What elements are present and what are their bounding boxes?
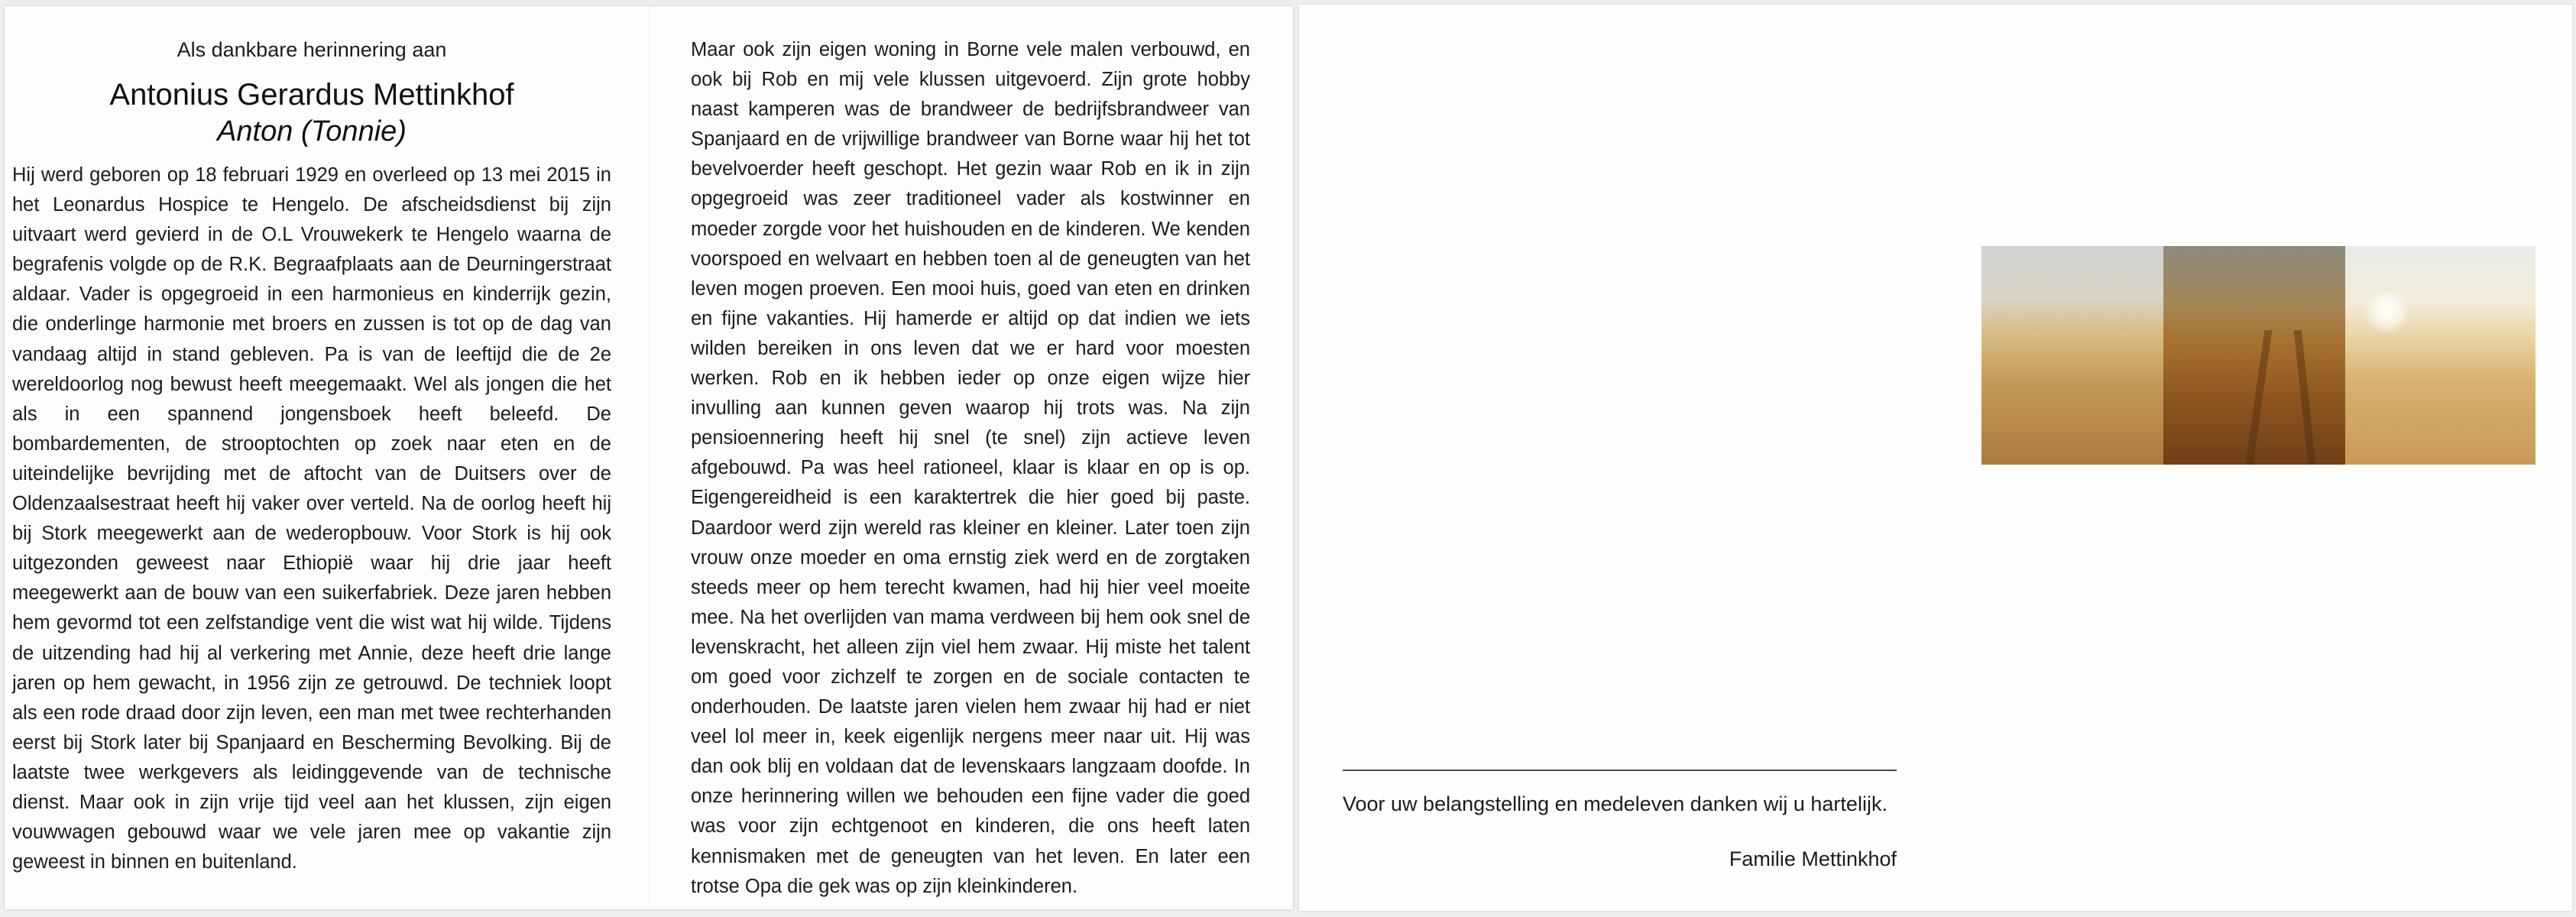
family-signature: Familie Mettinkhof [1729, 847, 1897, 870]
photo-panel-left [1981, 246, 2163, 465]
field-track [2246, 330, 2273, 465]
biography-part-1: Hij werd geboren op 18 februari 1929 en overleed op 13 mei 2015 in het Leonardus Hospice te Hengelo. De afscheidsdienst bij zijn uitvaart werd gevierd in de O.L Vrouwekerk te Hengelo waarna de begrafenis volgde op de R.K. Begraafplaats aan de Deurningerstraat aldaar. Vader is opgegroeid in een harmonieus en kinderrijk gezin, die onderlinge harmonie met broers en zussen is tot op de dag van vandaag altijd in stand gebleven. Pa is van de leeftijd die de 2e wereldoorlog nog bewust heeft meegemaakt. Wel als jongen die het als in een spannend jongensboek heeft beleefd. De bombardementen, de strooptochten op zoek naar eten en de uiteindelijke bevrijding met de aftocht van de Duitsers over de Oldenzaalsestraat heeft hij vaker over verteld. Na de oorlog heeft hij bij Stork meegewerkt aan de wederopbouw. Voor Stork is hij ook uitgezonden geweest naar Ethiopië waar hij drie jaar heeft meegewerkt aan de bouw van een suikerfabriek. Deze jaren hebben hem gevormd tot een zelfstandige vent die wist wat hij wilde. Tijdens de uitzending had hij al verkering met Annie, deze heeft drie lange jaren op hem gewacht, in 1956 zijn ze getrouwd. De techniek loopt als een rode draad door zijn leven, een man met twee rechterhanden eerst bij Stork later bij Spanjaard en Bescherming Bevolking. Bij de laatste twee werkgevers als leidinggevende van de technische dienst. Maar ook in zijn vrije tijd veel aan het klussen, zijn eigen vouwwagen gebouwd waar we vele jaren mee op vakantie zijn geweest in binnen en buitenland. [12, 164, 611, 873]
biography-part-2: Maar ook zijn eigen woning in Borne vele malen verbouwd, en ook bij Rob en mij vele klussen uitgevoerd. Zijn grote hobby naast kamperen was de brandweer de bedrijfsbrandweer van Spanjaard en de vrijwillige brandweer van Borne waar hij het tot bevelvoerder heeft geschopt. Het gezin waar Rob en ik in zijn opgegroeid was zeer traditioneel vader als kostwinner en moeder zorgde voor het huishouden en de kinderen. We kenden voorspoed en welvaart en hebben toen al de geneugten van het leven mogen proeven. Een mooi huis, goed van eten en drinken en fijne vakanties. Hij hamerde er altijd op dat indien we iets wilden bereiken in ons leven dat we er hard voor moesten werken. Rob en ik hebben ieder op onze eigen wijze hier invulling aan kunnen geven waarop hij trots was. Na zijn pensioennering heeft hij snel (te snel) zijn actieve leven afgebouwd. Pa was heel rationeel, klaar is klaar en op is op. Eigengereidheid is een karaktertrek die hier goed bij paste. Daardoor werd zijn wereld ras kleiner en kleiner. Later toen zijn vrouw onze moeder en oma ernstig ziek werd en de zorgtaken steeds meer op hem terecht kwamen, had hij hier veel moeite mee. Na het overlijden van mama verdween bij hem ook snel de levenskracht, het alleen zijn viel hem zwaar. Hij miste het talent om goed voor zichzelf te zorgen en de sociale contacten te onderhouden. De laatste jaren vielen hem zwaar hij had er niet veel lol meer in, keek eigenlijk nergens meer naar uit. Hij was dan ook blij en voldaan dat de levenskaars langzaam doofde. In onze herinnering willen we behouden een fijne vader die goed was voor zijn echtgenoot en kinderen, die ons heeft laten kennismaken met de geneugten van het leven. En later een trotse Opa die gek was op zijn kleinkinderen. [691, 39, 1250, 897]
deceased-full-name: Antonius Gerardus Mettinkhof [109, 78, 514, 112]
divider-line [1343, 770, 1897, 771]
intro-text: Als dankbare herinnering aan [177, 38, 447, 61]
deceased-nickname: Anton (Tonnie) [217, 115, 407, 147]
photo-panel-middle [2163, 246, 2345, 465]
left-page-column [12, 34, 611, 877]
photo-panel-right [2345, 246, 2535, 465]
field-track [2294, 330, 2315, 465]
right-page-column [691, 35, 1250, 902]
thanks-text: Voor uw belangstelling en medeleven danken wij u hartelijk. [1343, 792, 1887, 815]
memorial-card-inner-spread [5, 6, 1293, 909]
wheat-field-photo [1981, 246, 2535, 465]
sun-glow [2364, 289, 2409, 335]
